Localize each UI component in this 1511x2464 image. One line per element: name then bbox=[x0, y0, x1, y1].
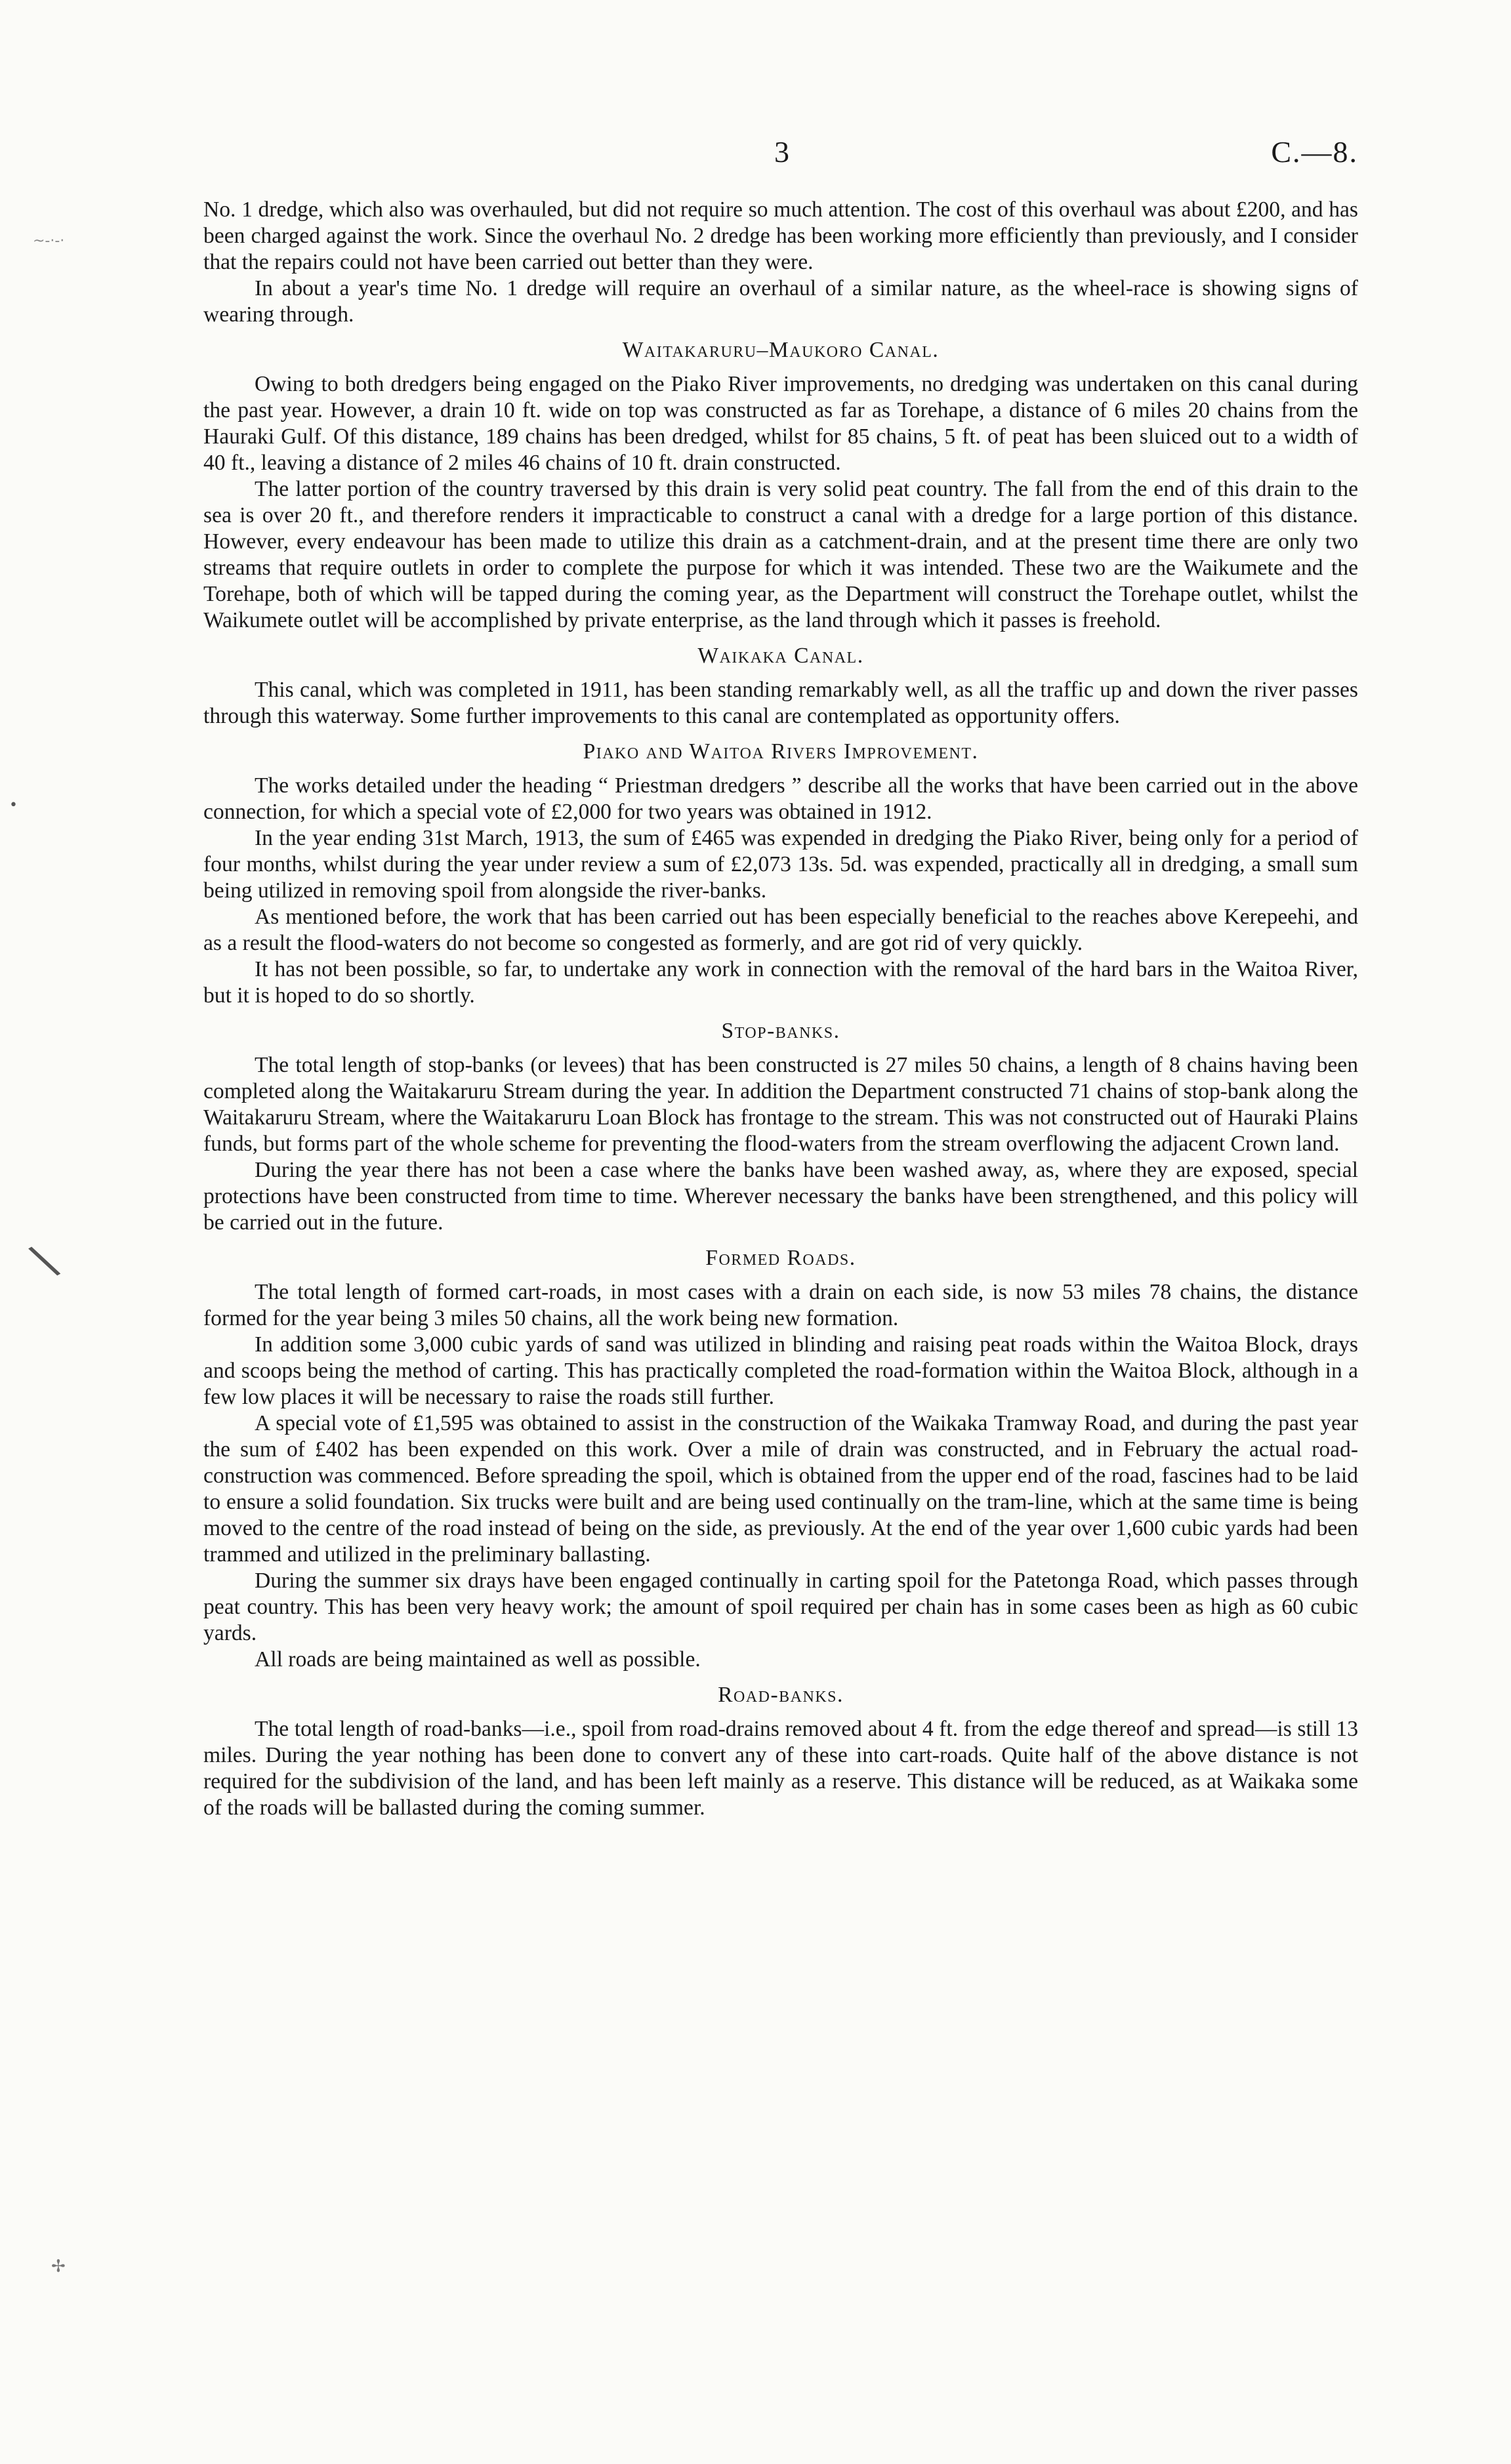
paragraph: The total length of road-banks—i.e., spoil from road-drains removed about 4 ft. from the edge thereof and spread—is still 13 miles. During the year nothing has been done to convert any of these into cart-roads. Quite half of the above distance is not required for the subdivision of the land, and has been left mainly as a reserve. This distance will be reduced, as at Waikaka some of the roads will be ballasted during the coming summer. bbox=[203, 1717, 1358, 1820]
paragraph: A special vote of £1,595 was obtained to assist in the construction of the Waikaka Tramway Road, and during the past year the sum of £402 has been expended on this work. Over a mile of drain was constructed, and in February the actual road-construction was commenced. Before spreading the spoil, which is obtained from the upper end of the road, fascines had to be laid to ensure a solid foundation. Six trucks were built and are being used continually on the tram-line, which at the same time is being moved to the centre of the road instead of being on the side, as previously. At the end of the year over 1,600 cubic yards had been trammed and utilized in the preliminary ballasting. bbox=[203, 1411, 1358, 1567]
margin-mark-bullet: • bbox=[9, 797, 18, 813]
page-header bbox=[203, 134, 1358, 180]
section-heading-formed-roads: Formed Roads. bbox=[705, 1246, 856, 1270]
paragraph: No. 1 dredge, which also was overhauled, but did not require so much attention. The cost of this overhaul was about £200, and has been charged against the work. Since the overhaul No. 2 dredge has been working more efficiently than previously, and I consider that the repairs could not have been carried out better than they were. bbox=[203, 197, 1358, 274]
section-heading-waikaka-canal: Waikaka Canal. bbox=[697, 644, 864, 668]
page-number: 3 bbox=[774, 135, 789, 169]
paragraph: It has not been possible, so far, to undertake any work in connection with the removal of the hard bars in the Waitoa River, but it is hoped to do so shortly. bbox=[203, 957, 1358, 1008]
paragraph: During the summer six drays have been engaged continually in carting spoil for the Patetonga Road, which passes through peat country. This has been very heavy work; the amount of spoil required per chain has in some cases been as high as 60 cubic yards. bbox=[203, 1569, 1358, 1645]
margin-mark-top: ~-·-· bbox=[33, 233, 65, 249]
paragraph: As mentioned before, the work that has been carried out has been especially beneficial to the reaches above Kerepeehi, and as a result the flood-waters do not become so congested as formerly, and are got rid of very quickly. bbox=[203, 905, 1358, 955]
paragraph: Owing to both dredgers being engaged on the Piako River improvements, no dredging was undertaken on this canal during the past year. However, a drain 10 ft. wide on top was constructed as far as Torehape, a distance of 6 miles 20 chains from the Hauraki Gulf. Of this distance, 189 chains has been dredged, whilst for 85 chains, 5 ft. of peat has been sluiced out to a width of 40 ft., leaving a distance of 2 miles 46 chains of 10 ft. drain constructed. bbox=[203, 372, 1358, 475]
page-body bbox=[203, 197, 1358, 1821]
paragraph: This canal, which was completed in 1911, has been standing remarkably well, as all the traffic up and down the river passes through this waterway. Some further improvements to this canal are contemplated as opportunity offers. bbox=[203, 678, 1358, 728]
paragraph: The latter portion of the country traversed by this drain is very solid peat country. The fall from the end of this drain to the sea is over 20 ft., and therefore renders it impracticable to construct a canal with a dredge for a large portion of this distance. However, every endeavour has been made to utilize this drain as a catchment-drain, and at the present time there are only two streams that require outlets in order to complete the purpose for which it was intended. These two are the Waikumete and the Torehape, both of which will be tapped during the coming year, as the Department will construct the Torehape outlet, whilst the Waikumete outlet will be accomplished by private enterprise, as the land through which it passes is freehold. bbox=[203, 477, 1358, 632]
section-heading-piako-waitoa-improvement: Piako and Waitoa Rivers Improvement. bbox=[583, 739, 979, 764]
section-heading-stop-banks: Stop-banks. bbox=[721, 1019, 840, 1043]
paragraph: In the year ending 31st March, 1913, the sum of £465 was expended in dredging the Piako River, being only for a period of four months, whilst during the year under review a sum of £2,073 13s. 5d. was expended, practically all in dredging, a small sum being utilized in removing spoil from alongside the river-banks. bbox=[203, 826, 1358, 903]
section-heading-road-banks: Road-banks. bbox=[718, 1683, 844, 1707]
paragraph: The works detailed under the heading “ Priestman dredgers ” describe all the works that have been carried out in the above connection, for which a special vote of £2,000 for two years was obtained in 1912. bbox=[203, 773, 1358, 824]
paragraph: In about a year's time No. 1 dredge will require an overhaul of a similar nature, as the wheel-race is showing signs of wearing through. bbox=[203, 276, 1358, 327]
margin-mark-bottom: ✢ bbox=[51, 2257, 66, 2276]
document-reference: C.—8. bbox=[1271, 135, 1358, 169]
margin-mark-slash: \ bbox=[24, 1233, 64, 1288]
paragraph: The total length of formed cart-roads, in most cases with a drain on each side, is now 53 miles 78 chains, the distance formed for the year being 3 miles 50 chains, all the work being new formation. bbox=[203, 1280, 1358, 1330]
paragraph: During the year there has not been a case where the banks have been washed away, as, where they are exposed, special protections have been constructed from time to time. Wherever necessary the banks have been strengthened, and this policy will be carried out in the future. bbox=[203, 1158, 1358, 1235]
section-heading-waitakaruru-maukoro-canal: Waitakaruru–Maukoro Canal. bbox=[622, 338, 940, 362]
paragraph: The total length of stop-banks (or levees) that has been constructed is 27 miles 50 chains, a length of 8 chains having been completed along the Waitakaruru Stream during the year. In addition the Department constructed 71 chains of stop-bank along the Waitakaruru Stream, where the Waitakaruru Loan Block has frontage to the stream. This was not constructed out of Hauraki Plains funds, but forms part of the whole scheme for preventing the flood-waters from the stream overflowing the adjacent Crown land. bbox=[203, 1053, 1358, 1156]
paragraph: All roads are being maintained as well as possible. bbox=[255, 1647, 701, 1672]
paragraph: In addition some 3,000 cubic yards of sand was utilized in blinding and raising peat roads within the Waitoa Block, drays and scoops being the method of carting. This has practically completed the road-formation within the Waitoa Block, although in a few low places it will be necessary to raise the roads still further. bbox=[203, 1332, 1358, 1409]
